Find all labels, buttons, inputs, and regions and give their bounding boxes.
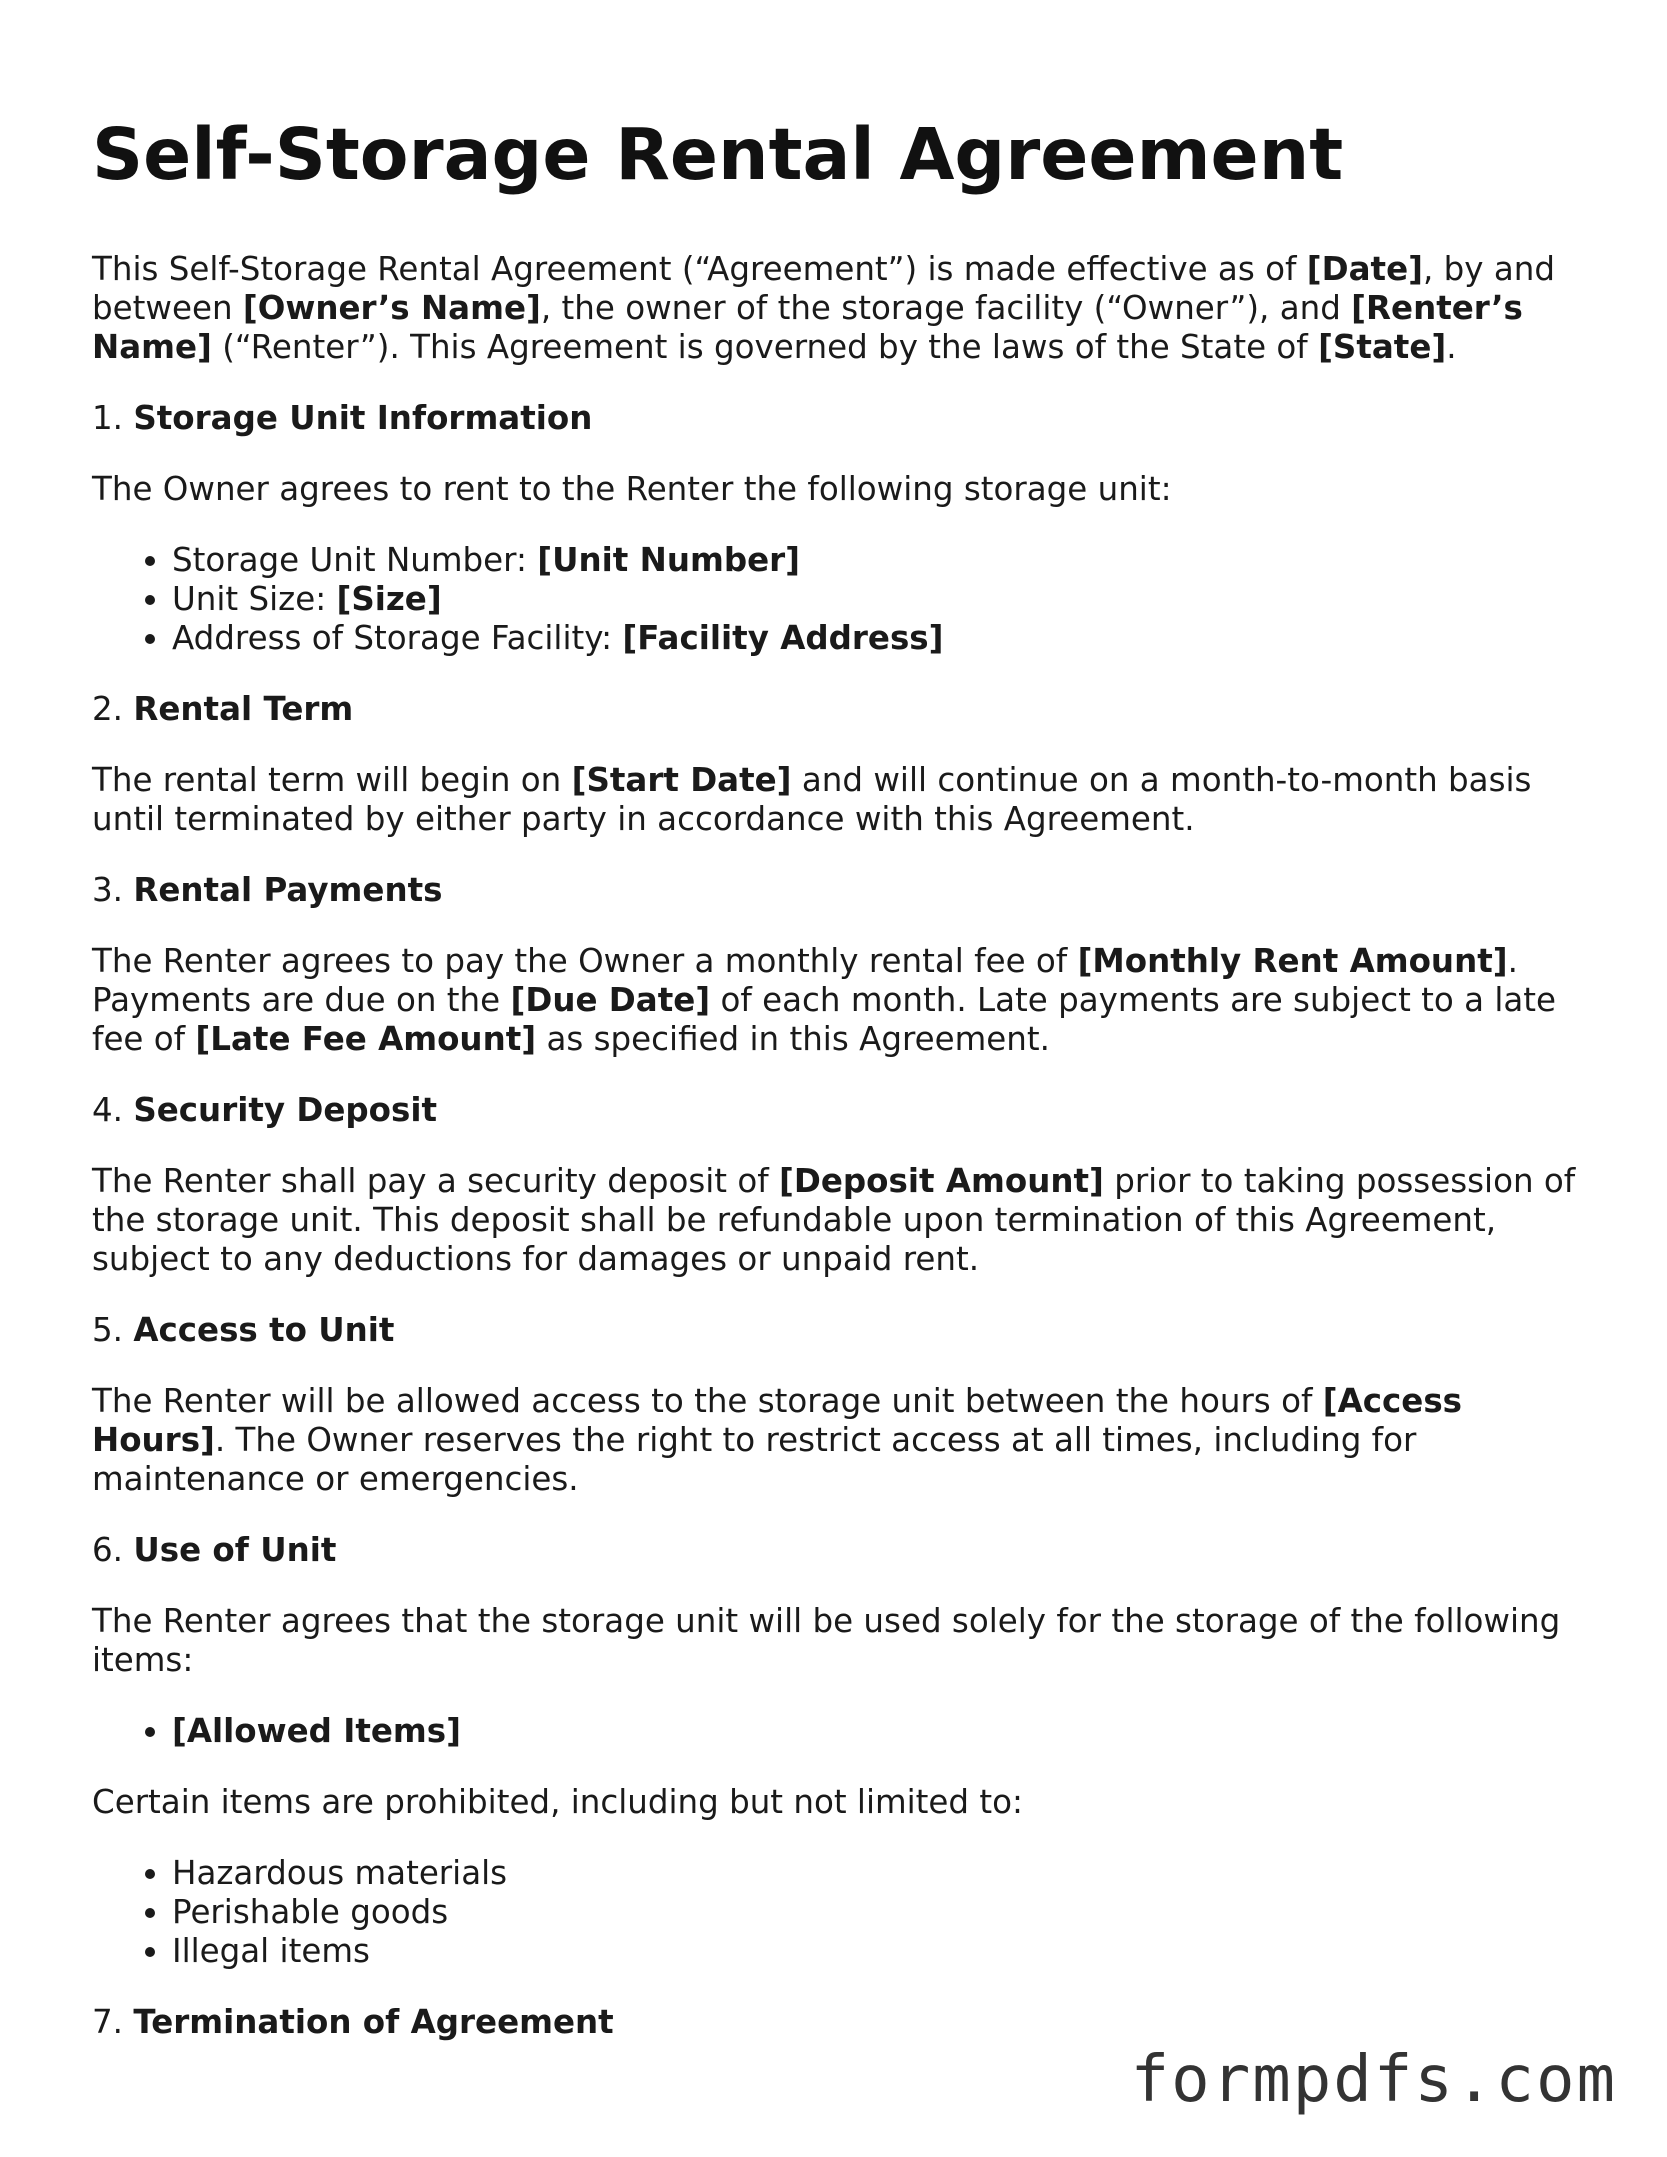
late-fee-placeholder: [Late Fee Amount] (195, 1020, 537, 1058)
body-text: prior to taking possession of the storage unit. This deposit shall be refundable upon termination of this Agreement, subject to any deductions for damages or unpaid rent. (92, 1162, 1576, 1278)
prohibited-intro-text: Certain items are prohibited, including but not limited to: (92, 1783, 1023, 1821)
allowed-items-placeholder: [Allowed Items] (172, 1712, 461, 1750)
size-placeholder: [Size] (336, 580, 442, 618)
item-label: Unit Size: (172, 580, 337, 618)
intro-text-2: , by and between (92, 250, 1555, 327)
body-text: and will continue on a month-to-month basis until terminated by either party in accordance with this Agreement. (92, 761, 1532, 838)
list-item (172, 580, 1602, 619)
section-heading-1 (92, 399, 1602, 438)
section-number: 5. (92, 1311, 134, 1349)
body-text: The Renter agrees to pay the Owner a monthly rental fee of (92, 942, 1078, 980)
section-4-text (92, 1162, 1602, 1279)
section-title: Storage Unit Information (133, 399, 593, 437)
section-heading-6 (92, 1531, 1602, 1570)
section-number: 7. (92, 2003, 134, 2041)
section-title: Security Deposit (133, 1091, 438, 1129)
intro-text-1: This Self-Storage Rental Agreement (“Agreement”) is made effective as of (92, 250, 1307, 288)
section-number: 2. (92, 690, 134, 728)
section-title: Termination of Agreement (133, 2003, 614, 2041)
section-title: Rental Term (133, 690, 354, 728)
document-title: Self-Storage Rental Agreement (92, 113, 1344, 196)
list-item: • Hazardous materials (172, 1854, 1602, 1893)
facility-address-placeholder: [Facility Address] (622, 619, 944, 657)
section-number: 4. (92, 1091, 134, 1129)
section-6-text: The Renter agrees that the storage unit will be used solely for the storage of the following items: (92, 1602, 1561, 1679)
section-number: 3. (92, 871, 134, 909)
intro-text-4: (“Renter”). This Agreement is governed by the laws of the State of (211, 328, 1319, 366)
body-text: . The Owner reserves the right to restrict access at all times, including for maintenance or emergencies. (92, 1421, 1417, 1498)
item-label: Storage Unit Number: (172, 541, 538, 579)
unit-number-placeholder: [Unit Number] (537, 541, 801, 579)
list-item (172, 1712, 1602, 1751)
section-heading-7 (92, 2003, 1602, 2042)
allowed-items-list (92, 1712, 1602, 1751)
body-text: of each month. Late payments are subject to a late fee of (92, 981, 1557, 1058)
section-title: Use of Unit (133, 1531, 337, 1569)
date-placeholder: [Date] (1306, 250, 1423, 288)
monthly-rent-placeholder: [Monthly Rent Amount] (1077, 942, 1508, 980)
section-heading-2 (92, 690, 1602, 729)
body-text: . Payments are due on the (92, 942, 1518, 1019)
section-5-text (92, 1382, 1602, 1499)
list-item: • Illegal items (172, 1932, 1602, 1971)
section-2-text (92, 761, 1602, 839)
section-heading-5 (92, 1311, 1602, 1350)
body-text: The rental term will begin on (92, 761, 572, 799)
section-title: Access to Unit (133, 1311, 395, 1349)
section-heading-3 (92, 871, 1602, 910)
start-date-placeholder: [Start Date] (571, 761, 792, 799)
due-date-placeholder: [Due Date] (510, 981, 711, 1019)
intro-paragraph (92, 250, 1602, 367)
intro-text-3: , the owner of the storage facility (“Owner”), and (540, 289, 1352, 327)
list-item (172, 541, 1602, 580)
owner-name-placeholder: [Owner’s Name] (242, 289, 541, 327)
unit-info-list (92, 541, 1602, 658)
access-hours-placeholder: [Access Hours] (92, 1382, 1463, 1459)
document-page (92, 110, 1602, 2074)
section-heading-4 (92, 1091, 1602, 1130)
list-item: • Perishable goods (172, 1893, 1602, 1932)
section-title: Rental Payments (133, 871, 443, 909)
renter-name-placeholder: [Renter’s Name] (92, 289, 1523, 366)
deposit-amount-placeholder: [Deposit Amount] (779, 1162, 1104, 1200)
watermark-text: formpdfs.com (1130, 2043, 1617, 2117)
body-text: The Renter shall pay a security deposit of (92, 1162, 780, 1200)
item-label: Address of Storage Facility: (172, 619, 623, 657)
section-1-text: The Owner agrees to rent to the Renter the following storage unit: (92, 470, 1172, 508)
body-text: The Renter will be allowed access to the storage unit between the hours of (92, 1382, 1323, 1420)
state-placeholder: [State] (1318, 328, 1447, 366)
list-item (172, 619, 1602, 658)
section-number: 6. (92, 1531, 134, 1569)
intro-text-5: . (1446, 328, 1457, 366)
section-number: 1. (92, 399, 134, 437)
prohibited-items-list (92, 1854, 1602, 1971)
body-text: as specified in this Agreement. (536, 1020, 1050, 1058)
section-3-text (92, 942, 1602, 1059)
